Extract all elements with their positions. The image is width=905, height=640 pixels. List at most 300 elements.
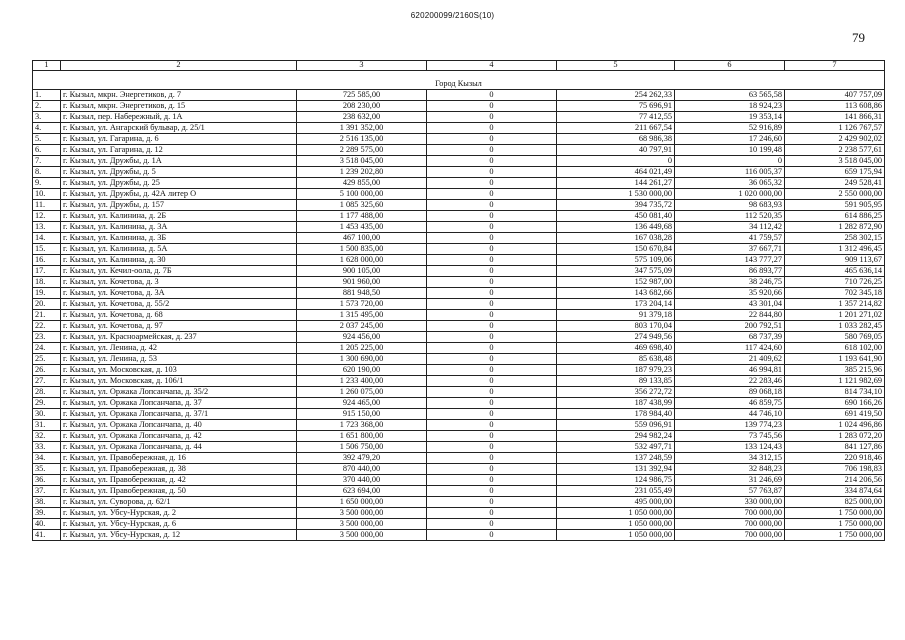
table-row — [33, 321, 885, 332]
table-row — [33, 530, 885, 541]
column-header: 5 — [557, 61, 675, 71]
value-cell: 1 750 000,00 — [785, 530, 885, 541]
value-cell: 1 530 000,00 — [557, 189, 675, 200]
value-cell: 0 — [427, 332, 557, 343]
value-cell: 2 550 000,00 — [785, 189, 885, 200]
address-cell: г. Кызыл, ул. Калинина, д. 3Б — [61, 233, 297, 244]
address-cell: г. Кызыл, ул. Оржака Лопсанчапа, д. 40 — [61, 420, 297, 431]
value-cell: 0 — [427, 167, 557, 178]
table-row — [33, 156, 885, 167]
value-cell: 38 246,75 — [675, 277, 785, 288]
address-cell: г. Кызыл, ул. Дружбы, д. 157 — [61, 200, 297, 211]
value-cell: 34 312,15 — [675, 453, 785, 464]
table-row — [33, 200, 885, 211]
table-row — [33, 101, 885, 112]
value-cell: 0 — [427, 222, 557, 233]
value-cell: 0 — [427, 101, 557, 112]
value-cell: 249 528,41 — [785, 178, 885, 189]
value-cell: 1 050 000,00 — [557, 508, 675, 519]
address-cell: г. Кызыл, ул. Кочетова, д. 3А — [61, 288, 297, 299]
value-cell: 35 920,66 — [675, 288, 785, 299]
table-row — [33, 508, 885, 519]
value-cell: 392 479,20 — [297, 453, 427, 464]
value-cell: 1 315 495,00 — [297, 310, 427, 321]
row-number-cell: 1. — [33, 90, 61, 101]
value-cell: 1 651 800,00 — [297, 431, 427, 442]
value-cell: 1 024 496,86 — [785, 420, 885, 431]
value-cell: 915 150,00 — [297, 409, 427, 420]
value-cell: 532 497,71 — [557, 442, 675, 453]
column-header: 3 — [297, 61, 427, 71]
row-number-cell: 31. — [33, 420, 61, 431]
value-cell: 0 — [427, 145, 557, 156]
value-cell: 0 — [427, 288, 557, 299]
value-cell: 19 353,14 — [675, 112, 785, 123]
column-number-row — [33, 61, 885, 71]
value-cell: 3 500 000,00 — [297, 508, 427, 519]
value-cell: 0 — [427, 376, 557, 387]
value-cell: 40 797,91 — [557, 145, 675, 156]
row-number-cell: 36. — [33, 475, 61, 486]
row-number-cell: 29. — [33, 398, 61, 409]
row-number-cell: 3. — [33, 112, 61, 123]
address-cell: г. Кызыл, ул. Ленина, д. 53 — [61, 354, 297, 365]
value-cell: 17 246,60 — [675, 134, 785, 145]
value-cell: 464 021,49 — [557, 167, 675, 178]
table-row — [33, 497, 885, 508]
value-cell: 1 391 352,00 — [297, 123, 427, 134]
table-row — [33, 255, 885, 266]
value-cell: 450 081,40 — [557, 211, 675, 222]
value-cell: 294 982,24 — [557, 431, 675, 442]
address-cell: г. Кызыл, ул. Правобережная, д. 42 — [61, 475, 297, 486]
value-cell: 429 855,00 — [297, 178, 427, 189]
value-cell: 137 248,59 — [557, 453, 675, 464]
value-cell: 124 986,75 — [557, 475, 675, 486]
value-cell: 136 449,68 — [557, 222, 675, 233]
row-number-cell: 17. — [33, 266, 61, 277]
table-row — [33, 464, 885, 475]
table-row — [33, 442, 885, 453]
section-spacer — [33, 71, 885, 80]
value-cell: 85 638,48 — [557, 354, 675, 365]
value-cell: 187 438,99 — [557, 398, 675, 409]
value-cell: 238 632,00 — [297, 112, 427, 123]
address-cell: г. Кызыл, ул. Кочетова, д. 97 — [61, 321, 297, 332]
row-number-cell: 4. — [33, 123, 61, 134]
row-number-cell: 20. — [33, 299, 61, 310]
value-cell: 41 759,57 — [675, 233, 785, 244]
value-cell: 394 735,72 — [557, 200, 675, 211]
table-row — [33, 332, 885, 343]
table-row — [33, 211, 885, 222]
value-cell: 841 127,86 — [785, 442, 885, 453]
value-cell: 37 667,71 — [675, 244, 785, 255]
value-cell: 144 261,27 — [557, 178, 675, 189]
value-cell: 0 — [427, 365, 557, 376]
row-number-cell: 13. — [33, 222, 61, 233]
value-cell: 0 — [427, 343, 557, 354]
value-cell: 0 — [427, 398, 557, 409]
value-cell: 356 272,72 — [557, 387, 675, 398]
value-cell: 98 683,93 — [675, 200, 785, 211]
value-cell: 495 000,00 — [557, 497, 675, 508]
value-cell: 725 585,00 — [297, 90, 427, 101]
value-cell: 89 133,85 — [557, 376, 675, 387]
value-cell: 117 424,60 — [675, 343, 785, 354]
value-cell: 1 650 000,00 — [297, 497, 427, 508]
value-cell: 57 763,87 — [675, 486, 785, 497]
value-cell: 89 068,18 — [675, 387, 785, 398]
value-cell: 1 723 368,00 — [297, 420, 427, 431]
column-header: 6 — [675, 61, 785, 71]
value-cell: 141 866,31 — [785, 112, 885, 123]
row-number-cell: 15. — [33, 244, 61, 255]
address-cell: г. Кызыл, ул. Оржака Лопсанчапа, д. 37/1 — [61, 409, 297, 420]
value-cell: 469 698,40 — [557, 343, 675, 354]
table-row — [33, 288, 885, 299]
value-cell: 2 429 902,02 — [785, 134, 885, 145]
row-number-cell: 27. — [33, 376, 61, 387]
address-cell: г. Кызыл, ул. Убсу-Нурская, д. 6 — [61, 519, 297, 530]
value-cell: 901 960,00 — [297, 277, 427, 288]
value-cell: 1 121 982,69 — [785, 376, 885, 387]
value-cell: 86 893,77 — [675, 266, 785, 277]
value-cell: 150 670,84 — [557, 244, 675, 255]
row-number-cell: 14. — [33, 233, 61, 244]
value-cell: 0 — [427, 431, 557, 442]
value-cell: 113 608,86 — [785, 101, 885, 112]
value-cell: 924 456,00 — [297, 332, 427, 343]
address-cell: г. Кызыл, ул. Дружбы, д. 1А — [61, 156, 297, 167]
value-cell: 68 737,39 — [675, 332, 785, 343]
address-cell: г. Кызыл, ул. Правобережная, д. 38 — [61, 464, 297, 475]
value-cell: 112 520,35 — [675, 211, 785, 222]
table-row — [33, 222, 885, 233]
row-number-cell: 18. — [33, 277, 61, 288]
value-cell: 63 565,58 — [675, 90, 785, 101]
row-number-cell: 25. — [33, 354, 61, 365]
value-cell: 465 636,14 — [785, 266, 885, 277]
value-cell: 1 282 872,90 — [785, 222, 885, 233]
table-row — [33, 420, 885, 431]
address-cell: г. Кызыл, ул. Гагарина, д. 12 — [61, 145, 297, 156]
value-cell: 0 — [427, 211, 557, 222]
value-cell: 22 283,46 — [675, 376, 785, 387]
table-row — [33, 189, 885, 200]
value-cell: 407 757,09 — [785, 90, 885, 101]
value-cell: 1 506 750,00 — [297, 442, 427, 453]
address-cell: г. Кызыл, ул. Кочетова, д. 3 — [61, 277, 297, 288]
address-cell: г. Кызыл, ул. Дружбы, д. 42А литер О — [61, 189, 297, 200]
value-cell: 3 518 045,00 — [297, 156, 427, 167]
value-cell: 75 696,91 — [557, 101, 675, 112]
row-number-cell: 32. — [33, 431, 61, 442]
address-cell: г. Кызыл, ул. Кочетова, д. 68 — [61, 310, 297, 321]
section-title: Город Кызыл — [33, 79, 885, 90]
value-cell: 0 — [675, 156, 785, 167]
value-cell: 559 096,91 — [557, 420, 675, 431]
address-cell: г. Кызыл, ул. Калинина, д. 2Б — [61, 211, 297, 222]
row-number-cell: 22. — [33, 321, 61, 332]
value-cell: 825 000,00 — [785, 497, 885, 508]
table-row — [33, 90, 885, 101]
value-cell: 591 905,95 — [785, 200, 885, 211]
address-cell: г. Кызыл, ул. Правобережная, д. 16 — [61, 453, 297, 464]
address-cell: г. Кызыл, ул. Оржака Лопсанчапа, д. 42 — [61, 431, 297, 442]
address-cell: г. Кызыл, пер. Набережный, д. 1А — [61, 112, 297, 123]
row-number-cell: 39. — [33, 508, 61, 519]
value-cell: 0 — [427, 497, 557, 508]
value-cell: 0 — [427, 233, 557, 244]
address-cell: г. Кызыл, ул. Суворова, д. 62/1 — [61, 497, 297, 508]
table-row — [33, 112, 885, 123]
row-number-cell: 40. — [33, 519, 61, 530]
table-row — [33, 354, 885, 365]
value-cell: 0 — [427, 530, 557, 541]
table-row — [33, 145, 885, 156]
document-id: 620200099/2160S(10) — [410, 11, 495, 20]
value-cell: 467 100,00 — [297, 233, 427, 244]
value-cell: 370 440,00 — [297, 475, 427, 486]
value-cell: 0 — [557, 156, 675, 167]
value-cell: 1 126 767,57 — [785, 123, 885, 134]
value-cell: 178 984,40 — [557, 409, 675, 420]
value-cell: 274 949,56 — [557, 332, 675, 343]
address-cell: г. Кызыл, ул. Убсу-Нурская, д. 2 — [61, 508, 297, 519]
value-cell: 152 987,00 — [557, 277, 675, 288]
value-cell: 2 037 245,00 — [297, 321, 427, 332]
value-cell: 2 516 135,00 — [297, 134, 427, 145]
row-number-cell: 28. — [33, 387, 61, 398]
column-header: 4 — [427, 61, 557, 71]
value-cell: 1 500 835,00 — [297, 244, 427, 255]
value-cell: 0 — [427, 244, 557, 255]
value-cell: 77 412,55 — [557, 112, 675, 123]
address-cell: г. Кызыл, ул. Кечил-оола, д. 7Б — [61, 266, 297, 277]
value-cell: 143 682,66 — [557, 288, 675, 299]
value-cell: 700 000,00 — [675, 508, 785, 519]
table-row — [33, 310, 885, 321]
address-cell: г. Кызыл, ул. Дружбы, д. 25 — [61, 178, 297, 189]
value-cell: 702 345,18 — [785, 288, 885, 299]
value-cell: 1 205 225,00 — [297, 343, 427, 354]
table-row — [33, 167, 885, 178]
address-cell: г. Кызыл, мкрн. Энергетиков, д. 15 — [61, 101, 297, 112]
address-cell: г. Кызыл, ул. Калинина, д. 5А — [61, 244, 297, 255]
value-cell: 0 — [427, 112, 557, 123]
value-cell: 43 301,04 — [675, 299, 785, 310]
value-cell: 0 — [427, 464, 557, 475]
address-cell: г. Кызыл, ул. Ангарский бульвар, д. 25/1 — [61, 123, 297, 134]
address-cell: г. Кызыл, ул. Дружбы, д. 5 — [61, 167, 297, 178]
row-number-cell: 41. — [33, 530, 61, 541]
value-cell: 1 750 000,00 — [785, 508, 885, 519]
value-cell: 0 — [427, 321, 557, 332]
table-row — [33, 519, 885, 530]
value-cell: 870 440,00 — [297, 464, 427, 475]
address-cell: г. Кызыл, мкрн. Энергетиков, д. 7 — [61, 90, 297, 101]
value-cell: 1 050 000,00 — [557, 530, 675, 541]
row-number-cell: 7. — [33, 156, 61, 167]
value-cell: 1 177 488,00 — [297, 211, 427, 222]
value-cell: 73 745,56 — [675, 431, 785, 442]
value-cell: 0 — [427, 310, 557, 321]
value-cell: 220 918,46 — [785, 453, 885, 464]
value-cell: 690 166,26 — [785, 398, 885, 409]
table-body — [33, 61, 885, 541]
value-cell: 173 204,14 — [557, 299, 675, 310]
value-cell: 575 109,06 — [557, 255, 675, 266]
value-cell: 614 886,25 — [785, 211, 885, 222]
value-cell: 924 465,00 — [297, 398, 427, 409]
value-cell: 706 198,83 — [785, 464, 885, 475]
page-number: 79 — [852, 30, 865, 45]
register-table — [32, 60, 885, 541]
value-cell: 32 848,23 — [675, 464, 785, 475]
value-cell: 2 238 577,61 — [785, 145, 885, 156]
value-cell: 620 190,00 — [297, 365, 427, 376]
value-cell: 334 874,64 — [785, 486, 885, 497]
table-row — [33, 398, 885, 409]
value-cell: 0 — [427, 420, 557, 431]
value-cell: 46 859,75 — [675, 398, 785, 409]
row-number-cell: 5. — [33, 134, 61, 145]
value-cell: 1 233 400,00 — [297, 376, 427, 387]
value-cell: 133 124,43 — [675, 442, 785, 453]
row-number-cell: 9. — [33, 178, 61, 189]
table-row — [33, 409, 885, 420]
value-cell: 1 260 075,00 — [297, 387, 427, 398]
value-cell: 1 312 496,45 — [785, 244, 885, 255]
value-cell: 1 050 000,00 — [557, 519, 675, 530]
address-cell: г. Кызыл, ул. Гагарина, д. 6 — [61, 134, 297, 145]
value-cell: 0 — [427, 178, 557, 189]
table-row — [33, 244, 885, 255]
value-cell: 0 — [427, 409, 557, 420]
table-row — [33, 343, 885, 354]
value-cell: 91 379,18 — [557, 310, 675, 321]
address-cell: г. Кызыл, ул. Московская, д. 106/1 — [61, 376, 297, 387]
address-cell: г. Кызыл, ул. Оржака Лопсанчапа, д. 35/2 — [61, 387, 297, 398]
row-number-cell: 34. — [33, 453, 61, 464]
address-cell: г. Кызыл, ул. Калинина, д. 3А — [61, 222, 297, 233]
value-cell: 1 357 214,82 — [785, 299, 885, 310]
row-number-cell: 6. — [33, 145, 61, 156]
table-row — [33, 365, 885, 376]
table-row — [33, 387, 885, 398]
column-header: 2 — [61, 61, 297, 71]
table-row — [33, 178, 885, 189]
value-cell: 691 419,50 — [785, 409, 885, 420]
value-cell: 139 774,23 — [675, 420, 785, 431]
value-cell: 1 239 202,80 — [297, 167, 427, 178]
row-number-cell: 12. — [33, 211, 61, 222]
value-cell: 68 986,38 — [557, 134, 675, 145]
table-row — [33, 134, 885, 145]
value-cell: 347 575,09 — [557, 266, 675, 277]
value-cell: 0 — [427, 277, 557, 288]
row-number-cell: 24. — [33, 343, 61, 354]
address-cell: г. Кызыл, ул. Московская, д. 103 — [61, 365, 297, 376]
value-cell: 803 170,04 — [557, 321, 675, 332]
value-cell: 211 667,54 — [557, 123, 675, 134]
value-cell: 131 392,94 — [557, 464, 675, 475]
value-cell: 36 065,32 — [675, 178, 785, 189]
row-number-cell: 30. — [33, 409, 61, 420]
value-cell: 1 300 690,00 — [297, 354, 427, 365]
table-row — [33, 233, 885, 244]
value-cell: 909 113,67 — [785, 255, 885, 266]
value-cell: 1 201 271,02 — [785, 310, 885, 321]
table-row — [33, 266, 885, 277]
value-cell: 0 — [427, 123, 557, 134]
value-cell: 31 246,69 — [675, 475, 785, 486]
value-cell: 21 409,62 — [675, 354, 785, 365]
value-cell: 258 302,15 — [785, 233, 885, 244]
value-cell: 46 994,81 — [675, 365, 785, 376]
row-number-cell: 33. — [33, 442, 61, 453]
value-cell: 0 — [427, 486, 557, 497]
value-cell: 2 289 575,00 — [297, 145, 427, 156]
table-row — [33, 123, 885, 134]
value-cell: 0 — [427, 189, 557, 200]
value-cell: 580 769,05 — [785, 332, 885, 343]
value-cell: 0 — [427, 134, 557, 145]
address-cell: г. Кызыл, ул. Калинина, д. 30 — [61, 255, 297, 266]
value-cell: 1 193 641,90 — [785, 354, 885, 365]
address-cell: г. Кызыл, ул. Оржака Лопсанчапа, д. 44 — [61, 442, 297, 453]
value-cell: 1 573 720,00 — [297, 299, 427, 310]
row-number-cell: 8. — [33, 167, 61, 178]
value-cell: 0 — [427, 442, 557, 453]
value-cell: 0 — [427, 387, 557, 398]
value-cell: 0 — [427, 508, 557, 519]
value-cell: 3 518 045,00 — [785, 156, 885, 167]
value-cell: 0 — [427, 299, 557, 310]
value-cell: 700 000,00 — [675, 519, 785, 530]
value-cell: 10 199,48 — [675, 145, 785, 156]
row-number-cell: 26. — [33, 365, 61, 376]
value-cell: 1 628 000,00 — [297, 255, 427, 266]
table-row — [33, 486, 885, 497]
value-cell: 659 175,94 — [785, 167, 885, 178]
address-cell: г. Кызыл, ул. Ленина, д. 42 — [61, 343, 297, 354]
value-cell: 22 844,80 — [675, 310, 785, 321]
column-header: 7 — [785, 61, 885, 71]
value-cell: 187 979,23 — [557, 365, 675, 376]
value-cell: 143 777,27 — [675, 255, 785, 266]
value-cell: 1 020 000,00 — [675, 189, 785, 200]
value-cell: 1 033 282,45 — [785, 321, 885, 332]
column-header: 1 — [33, 61, 61, 71]
table-row — [33, 376, 885, 387]
row-number-cell: 11. — [33, 200, 61, 211]
value-cell: 254 262,33 — [557, 90, 675, 101]
value-cell: 814 734,10 — [785, 387, 885, 398]
value-cell: 618 102,00 — [785, 343, 885, 354]
row-number-cell: 23. — [33, 332, 61, 343]
address-cell: г. Кызыл, ул. Красноармейская, д. 237 — [61, 332, 297, 343]
value-cell: 1 283 072,20 — [785, 431, 885, 442]
value-cell: 881 948,50 — [297, 288, 427, 299]
section-header-row — [33, 79, 885, 90]
value-cell: 385 215,96 — [785, 365, 885, 376]
value-cell: 0 — [427, 354, 557, 365]
value-cell: 208 230,00 — [297, 101, 427, 112]
value-cell: 0 — [427, 475, 557, 486]
value-cell: 18 924,23 — [675, 101, 785, 112]
